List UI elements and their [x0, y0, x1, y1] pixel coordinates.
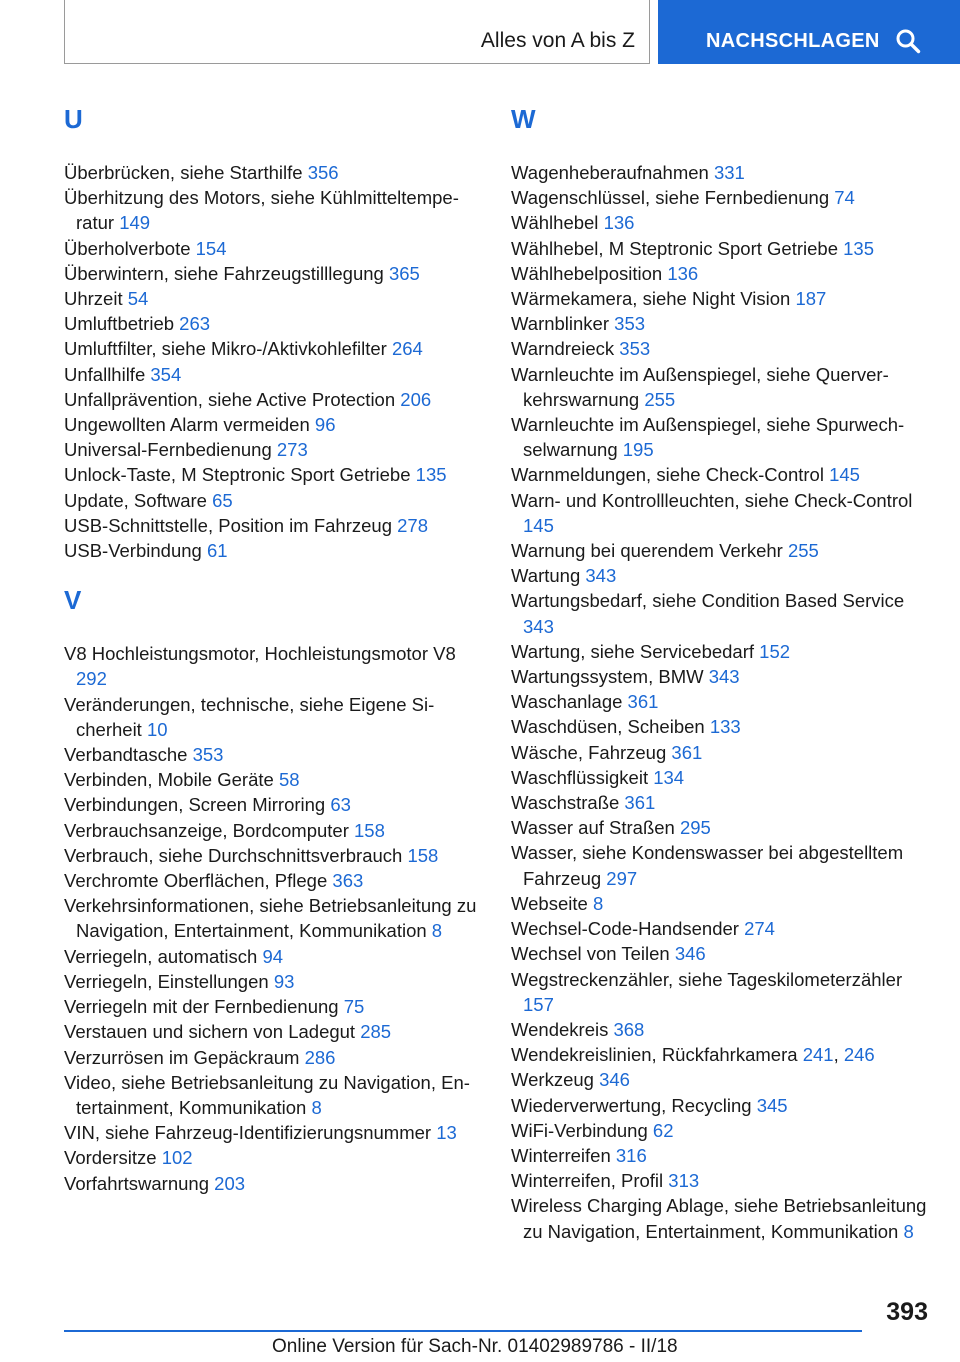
- page-reference-link[interactable]: 353: [619, 338, 651, 360]
- index-entry-text: Wäsche, Fahrzeug: [511, 741, 672, 763]
- index-entry-text: Vordersitze: [64, 1147, 162, 1169]
- page-reference-link[interactable]: 187: [795, 288, 827, 310]
- page-reference-link[interactable]: 343: [585, 565, 617, 587]
- index-entry: [511, 639, 931, 664]
- page-reference-link[interactable]: 255: [787, 540, 819, 562]
- index-entry: [64, 742, 484, 767]
- index-entry-text: Video, siehe Betriebsanleitung zu Navigation, Entertainment, Kommunikation: [64, 1071, 470, 1118]
- page-reference-link[interactable]: 58: [278, 769, 300, 791]
- page-reference-link[interactable]: 361: [671, 741, 703, 763]
- index-entry: [511, 563, 931, 588]
- index-entry-text: Verbinden, Mobile Geräte: [64, 769, 279, 791]
- index-entry-text: Warnung bei querendem Verkehr: [511, 540, 788, 562]
- index-entry: [511, 462, 931, 487]
- index-entry-text: Ungewollten Alarm vermeiden: [64, 414, 315, 436]
- index-entry-text: Verriegeln, Einstellungen: [64, 970, 274, 992]
- index-entry: [511, 1168, 931, 1193]
- index-entry: [64, 311, 484, 336]
- index-entry-text: WiFi-Verbindung: [511, 1119, 653, 1141]
- index-entry: [64, 893, 484, 943]
- index-entry-text: Unfallprävention, siehe Active Protection: [64, 388, 401, 410]
- index-entry: [64, 236, 484, 261]
- page-reference-link[interactable]: 206: [400, 388, 432, 410]
- index-entry: [511, 664, 931, 689]
- index-entry: [64, 336, 484, 361]
- index-entry: [511, 689, 931, 714]
- index-entry: [64, 488, 484, 513]
- page-reference-link[interactable]: 295: [679, 817, 711, 839]
- index-list-u: [64, 160, 484, 563]
- index-entry-text: Verbandtasche: [64, 744, 193, 766]
- index-entry-text: Wartung: [511, 565, 586, 587]
- page-reference-link[interactable]: 356: [307, 162, 339, 183]
- page-reference-link[interactable]: 264: [391, 338, 423, 360]
- index-entry: [511, 286, 931, 311]
- page-reference-link[interactable]: 285: [360, 1021, 392, 1043]
- page-reference-link[interactable]: 361: [627, 691, 659, 713]
- page-reference-link[interactable]: 345: [756, 1094, 788, 1116]
- page-reference-link[interactable]: 158: [407, 844, 439, 866]
- page-reference-link[interactable]: 96: [314, 414, 336, 436]
- index-entry-text: Wählhebel: [511, 212, 604, 234]
- index-entry: [511, 714, 931, 739]
- index-entry-text: Uhrzeit: [64, 288, 128, 310]
- page-reference-link[interactable]: 343: [523, 615, 554, 637]
- index-letter-v: V: [64, 585, 82, 616]
- index-entry-text: Wartungsbedarf, siehe Condition Based Service: [511, 590, 905, 612]
- index-entry: [64, 1171, 484, 1196]
- index-entry: [64, 767, 484, 792]
- page-reference-link[interactable]: 63: [330, 794, 351, 816]
- page-reference-link[interactable]: 368: [613, 1018, 645, 1040]
- index-entry: [64, 538, 484, 563]
- index-entry-text: Überwintern, siehe Fahrzeugstilllegung: [64, 262, 389, 284]
- index-entry-text: Wasser, siehe Kondenswasser bei abgestelltem Fahrzeug: [511, 842, 904, 889]
- online-version-note: Online Version für Sach-Nr. 01402989786 - II/18: [272, 1336, 678, 1357]
- page-reference-link[interactable]: 274: [744, 918, 775, 940]
- page-number: 393: [886, 1298, 928, 1326]
- index-entry-text: Wagenheberaufnahmen: [511, 162, 714, 183]
- page-reference-link[interactable]: 8: [903, 1220, 914, 1242]
- page-reference-link[interactable]: 93: [273, 970, 295, 992]
- index-entry: [64, 1045, 484, 1070]
- index-column-left: [64, 104, 484, 1196]
- index-entry-text: Waschdüsen, Scheiben: [511, 716, 710, 738]
- page-reference-link[interactable]: 263: [179, 313, 211, 335]
- index-entry-text: Verstauen und sichern von Ladegut: [64, 1021, 361, 1043]
- page-reference-link[interactable]: 65: [212, 489, 233, 511]
- index-entry: [511, 941, 931, 966]
- index-entry: [64, 692, 484, 742]
- index-entry-text: Verbindungen, Screen Mirroring: [64, 794, 331, 816]
- index-entry: [64, 994, 484, 1019]
- page-reference-link[interactable]: 8: [431, 920, 443, 942]
- index-entry: [64, 412, 484, 437]
- index-entry: [64, 185, 484, 235]
- section-header-tab: [64, 0, 650, 64]
- index-entry-text: Wechsel von Teilen: [511, 943, 675, 965]
- index-entry-text: Vorfahrtswarnung: [64, 1172, 215, 1194]
- page-reference-link[interactable]: 297: [606, 867, 638, 889]
- index-entry-text: Überbrücken, siehe Starthilfe: [64, 162, 308, 183]
- index-entry-text: Warnleuchte im Außenspiegel, siehe Spurwechselwarnung: [511, 414, 905, 461]
- index-entry: [511, 311, 931, 336]
- index-entry-text: Wärmekamera, siehe Night Vision: [511, 288, 796, 310]
- index-entry-text: Warnleuchte im Außenspiegel, siehe Querverkehrswarnung: [511, 363, 889, 410]
- index-entry: [64, 462, 484, 487]
- page-reference-link[interactable]: 94: [262, 945, 284, 967]
- index-entry-text: Waschstraße: [511, 792, 625, 814]
- index-entry: [511, 765, 931, 790]
- page-reference-link[interactable]: 354: [150, 363, 182, 385]
- page-reference-link[interactable]: 54: [127, 288, 149, 310]
- index-entry: [64, 843, 484, 868]
- page-reference-link[interactable]: 145: [829, 464, 860, 486]
- index-entry: [64, 792, 484, 817]
- page-reference-link[interactable]: 363: [332, 870, 364, 892]
- index-entry-text: Verriegeln, automatisch: [64, 945, 263, 967]
- index-entry: [511, 967, 931, 1017]
- page-reference-link[interactable]: 61: [206, 540, 228, 562]
- page-reference-link[interactable]: 75: [343, 996, 365, 1018]
- index-entry-text: Verchromte Oberflächen, Pflege: [64, 870, 333, 892]
- page-reference-link[interactable]: 343: [708, 666, 740, 688]
- page-reference-link[interactable]: 331: [713, 162, 745, 183]
- page-reference-link[interactable]: 133: [709, 716, 741, 738]
- index-entry: [64, 513, 484, 538]
- page-reference-link[interactable]: 195: [622, 439, 654, 461]
- index-entry: [511, 412, 931, 462]
- index-entry-text: Warn- und Kontrollleuchten, siehe Check-Control: [511, 489, 913, 511]
- page-reference-link[interactable]: 62: [652, 1119, 674, 1141]
- page-reference-link[interactable]: 136: [667, 262, 699, 284]
- index-entry-text: Warndreieck: [511, 338, 620, 360]
- page-reference-link[interactable]: 154: [195, 237, 227, 259]
- index-entry: [511, 916, 931, 941]
- index-entry: [511, 1017, 931, 1042]
- index-entry: [511, 790, 931, 815]
- index-entry-text: Wireless Charging Ablage, siehe Betriebsanleitung zu Navigation, Entertainment, Kommunikation: [511, 1195, 927, 1242]
- page-reference-link[interactable]: 365: [388, 262, 420, 284]
- index-entry-text: V8 Hochleistungsmotor, Hochleistungsmotor V8: [64, 643, 456, 665]
- index-entry-text: Webseite: [511, 892, 593, 914]
- page-reference-link[interactable]: 246: [843, 1044, 875, 1066]
- page-reference-link[interactable]: 149: [119, 212, 151, 234]
- page-reference-link[interactable]: 273: [276, 439, 308, 461]
- page-reference-link[interactable]: 145: [523, 514, 554, 536]
- page-reference-link[interactable]: 134: [653, 766, 685, 788]
- index-entry-text: Überhitzung des Motors, siehe Kühlmitteltemperatur: [64, 187, 459, 234]
- index-entry: [64, 944, 484, 969]
- index-entry-text: Unfallhilfe: [64, 363, 151, 385]
- index-entry-text: Wendekreislinien, Rückfahrkamera: [511, 1044, 803, 1066]
- page-reference-link[interactable]: 241: [802, 1044, 834, 1066]
- page-reference-link[interactable]: 157: [523, 993, 554, 1015]
- page-reference-link[interactable]: 278: [397, 514, 429, 536]
- index-entry: [64, 387, 484, 412]
- index-entry: [511, 1093, 931, 1118]
- index-letter-u: U: [64, 104, 83, 134]
- index-list-w: [511, 160, 931, 1244]
- index-entry-text: Wechsel-Code-Handsender: [511, 918, 745, 940]
- index-entry-text: Veränderungen, technische, siehe Eigene Sicherheit: [64, 693, 435, 740]
- index-entry-text: Wagenschlüssel, siehe Fernbedienung: [511, 187, 835, 209]
- page-reference-link[interactable]: 13: [436, 1122, 457, 1144]
- page-reference-link[interactable]: 8: [592, 892, 604, 914]
- index-entry: [511, 261, 931, 286]
- index-entry: [511, 588, 931, 638]
- index-entry: [511, 1193, 931, 1243]
- index-entry-text: VIN, siehe Fahrzeug-Identifizierungsnummer: [64, 1122, 437, 1144]
- index-entry-text: Wartungssystem, BMW: [511, 666, 709, 688]
- index-entry: [511, 1067, 931, 1092]
- index-entry-text: Verriegeln mit der Fernbedienung: [64, 996, 344, 1018]
- index-entry-text: Universal-Fernbedienung: [64, 439, 277, 461]
- search-icon: [895, 28, 921, 54]
- index-entry-text: Verkehrsinformationen, siehe Betriebsanleitung zu Navigation, Entertainment, Kommunikation: [64, 895, 477, 942]
- index-entry: [511, 840, 931, 890]
- index-entry: [64, 969, 484, 994]
- index-entry: [511, 740, 931, 765]
- page-reference-link[interactable]: 346: [674, 943, 706, 965]
- index-entry-text: Wasser auf Straßen: [511, 817, 680, 839]
- index-entry: [511, 488, 931, 538]
- index-entry: [64, 160, 484, 185]
- index-entry: [511, 362, 931, 412]
- index-entry: [64, 261, 484, 286]
- index-list-v: [64, 641, 484, 1195]
- index-entry: [511, 815, 931, 840]
- index-entry-text: Wiederverwertung, Recycling: [511, 1094, 757, 1116]
- index-letter-w: W: [511, 104, 536, 134]
- footer-divider: [64, 1330, 862, 1332]
- index-entry-text: Umluftbetrieb: [64, 313, 180, 335]
- index-entry-text: Wegstreckenzähler, siehe Tageskilometerzähler: [511, 968, 903, 990]
- page-reference-link[interactable]: 255: [644, 388, 676, 410]
- index-entry: [511, 336, 931, 361]
- nachschlagen-label: NACHSCHLAGEN: [706, 30, 880, 52]
- page-reference-link[interactable]: 10: [146, 718, 168, 740]
- index-entry: Wendekreislinien, Rückfahrkamera 241, 246: [511, 1044, 875, 1066]
- page-reference-link[interactable]: 203: [214, 1172, 246, 1194]
- page-reference-link[interactable]: 346: [599, 1069, 630, 1091]
- page-reference-link[interactable]: 135: [843, 237, 875, 259]
- index-entry-text: Wartung, siehe Servicebedarf: [511, 640, 760, 662]
- index-column-right: [511, 104, 931, 1244]
- index-entry: [511, 185, 931, 210]
- index-entry-text: Wählhebel, M Steptronic Sport Getriebe: [511, 237, 844, 259]
- index-entry: [64, 818, 484, 843]
- index-entry: [64, 1120, 484, 1145]
- index-entry-text: Wendekreis: [511, 1018, 614, 1040]
- index-entry-text: Verzurrösen im Gepäckraum: [64, 1046, 305, 1068]
- index-entry-text: Werkzeug: [511, 1069, 600, 1091]
- index-entry: [511, 160, 931, 185]
- page-reference-link[interactable]: 292: [76, 668, 107, 690]
- index-entry: [511, 236, 931, 261]
- index-entry: [64, 868, 484, 893]
- index-entry-text: Warnblinker: [511, 313, 615, 335]
- index-entry-text: Winterreifen: [511, 1144, 616, 1166]
- page-reference-link[interactable]: 152: [759, 640, 791, 662]
- index-entry: [511, 538, 931, 563]
- page-reference-link[interactable]: 353: [192, 744, 224, 766]
- page-reference-link[interactable]: 74: [834, 187, 855, 209]
- index-entry-text: Umluftfilter, siehe Mikro-/Aktivkohlefilter: [64, 338, 392, 360]
- index-entry-text: Winterreifen, Profil: [511, 1170, 669, 1192]
- index-entry-text: Waschflüssigkeit: [511, 766, 654, 788]
- page-reference-link[interactable]: 361: [624, 792, 656, 814]
- section-title: Alles von A bis Z: [480, 29, 635, 52]
- page-reference-link[interactable]: 286: [304, 1046, 336, 1068]
- page-reference-link[interactable]: 158: [354, 819, 385, 841]
- index-entry-text: Wählhebelposition: [511, 262, 668, 284]
- index-entry: [64, 362, 484, 387]
- index-entry: [64, 1070, 484, 1120]
- index-entry: [511, 891, 931, 916]
- index-entry-text: Verbrauch, siehe Durchschnittsverbrauch: [64, 844, 408, 866]
- page-reference-link[interactable]: 353: [614, 313, 646, 335]
- index-entry: [64, 437, 484, 462]
- page-reference-link[interactable]: 102: [161, 1147, 193, 1169]
- nachschlagen-tab[interactable]: [658, 0, 960, 64]
- page-reference-link[interactable]: 8: [311, 1096, 322, 1118]
- index-entry-text: USB-Schnittstelle, Position im Fahrzeug: [64, 514, 398, 536]
- index-entry-text: Update, Software: [64, 489, 213, 511]
- index-entry-text: Unlock-Taste, M Steptronic Sport Getriebe: [64, 464, 416, 486]
- index-entry-text: Waschanlage: [511, 691, 628, 713]
- page-reference-link[interactable]: 313: [668, 1170, 700, 1192]
- index-entry-text: Warnmeldungen, siehe Check-Control: [511, 464, 830, 486]
- page-reference-link[interactable]: 135: [415, 464, 447, 486]
- index-entry: [64, 641, 484, 691]
- index-entry: [64, 286, 484, 311]
- index-entry-text: USB-Verbindung: [64, 540, 207, 562]
- index-entry: [511, 1143, 931, 1168]
- index-entry: [64, 1019, 484, 1044]
- page-reference-link[interactable]: 136: [603, 212, 635, 234]
- index-entry-text: Überholverbote: [64, 237, 196, 259]
- index-entry-text: Verbrauchsanzeige, Bordcomputer: [64, 819, 355, 841]
- index-entry: [64, 1145, 484, 1170]
- index-entry: [511, 210, 931, 235]
- page-reference-link[interactable]: 316: [615, 1144, 647, 1166]
- index-entry: [511, 1118, 931, 1143]
